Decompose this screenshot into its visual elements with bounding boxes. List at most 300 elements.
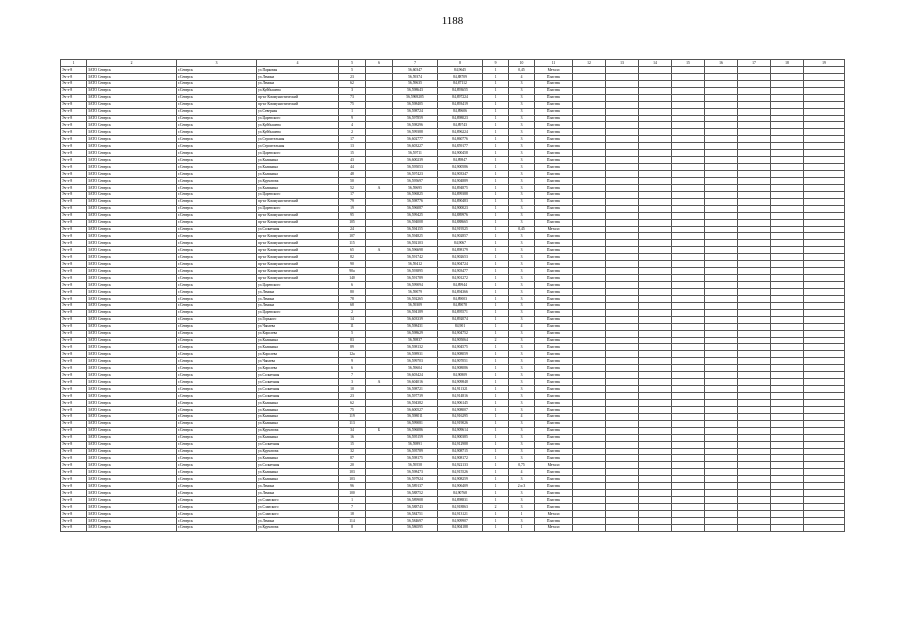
table-cell: 3 [509,157,535,164]
table-cell [738,150,771,157]
table-cell [672,288,705,295]
table-cell [639,295,672,302]
table-cell [738,351,771,358]
table-cell: ул.Северная [257,108,339,115]
table-cell [573,323,606,330]
table-cell: г.Северск [177,517,257,524]
table-cell: г.Северск [177,483,257,490]
table-cell [672,157,705,164]
table-cell: Эч-э-8 [61,469,87,476]
table-cell [366,288,393,295]
table-cell: 3 [509,261,535,268]
table-cell [573,66,606,73]
table-cell [606,302,639,309]
table-cell: г.Северск [177,288,257,295]
table-cell: г.Северск [177,406,257,413]
table-cell: 56,595789 [393,448,438,455]
table-cell: Металл [535,524,573,531]
table-cell [606,247,639,254]
table-cell: Эч-э-8 [61,268,87,275]
table-cell: 3 [509,101,535,108]
table-cell [639,351,672,358]
table-cell [738,476,771,483]
table-cell [738,240,771,247]
table-cell: ЗАТО Северск [87,212,177,219]
table-cell [771,101,804,108]
table-cell: г.Северск [177,330,257,337]
table-cell: 84,904889 [438,177,483,184]
table-row [61,80,845,87]
table-cell: ул.Калинина [257,434,339,441]
table-cell [705,94,738,101]
table-row [61,517,845,524]
table-row [61,101,845,108]
table-cell [366,517,393,524]
table-cell [639,212,672,219]
table-cell [672,233,705,240]
table-cell: Эч-э-8 [61,358,87,365]
table-cell: ул.Калинина [257,476,339,483]
table-row [61,219,845,226]
table-cell [705,198,738,205]
table-cell: ул.Ленина [257,302,339,309]
table-cell: Эч-э-8 [61,441,87,448]
table-cell [606,268,639,275]
table-cell [804,420,845,427]
table-cell: г.Северск [177,129,257,136]
table-cell [672,399,705,406]
table-cell: Эч-э-8 [61,66,87,73]
table-cell: Эч-э-8 [61,101,87,108]
table-cell: Эч-э-8 [61,393,87,400]
table-cell [738,337,771,344]
table-cell [738,483,771,490]
table-cell [672,282,705,289]
table-cell: 3 [509,268,535,275]
table-cell [705,73,738,80]
table-cell [771,275,804,282]
table-cell [366,406,393,413]
table-cell [804,247,845,254]
table-cell: 84,896224 [438,129,483,136]
table-cell: Пластик [535,413,573,420]
table-cell [705,240,738,247]
table-cell [573,122,606,129]
table-cell: Пластик [535,483,573,490]
table-cell: ул.Чапаева [257,358,339,365]
table-cell [705,337,738,344]
table-cell [672,497,705,504]
table-cell [573,171,606,178]
column-number: 7 [393,60,438,67]
table-cell [366,476,393,483]
table-cell [639,358,672,365]
table-cell [738,198,771,205]
table-cell: Эч-э-8 [61,212,87,219]
table-cell [672,108,705,115]
table-cell [606,254,639,261]
table-cell [366,337,393,344]
table-cell [573,393,606,400]
table-cell: Эч-э-8 [61,288,87,295]
column-number: 18 [771,60,804,67]
table-cell [573,184,606,191]
table-cell: 56,59079 [393,288,438,295]
table-cell [606,143,639,150]
table-cell [705,184,738,191]
table-cell: ул.Калинина [257,164,339,171]
table-cell: Пластик [535,372,573,379]
table-cell: 7 [339,504,366,511]
table-cell [366,87,393,94]
table-cell [804,177,845,184]
table-cell [738,233,771,240]
table-cell [738,510,771,517]
table-cell [804,66,845,73]
table-cell: 56,603227 [393,143,438,150]
table-cell: Пластик [535,157,573,164]
table-cell: 1 [483,73,509,80]
table-cell: Пластик [535,504,573,511]
table-cell: Пластик [535,295,573,302]
table-cell: ЗАТО Северск [87,497,177,504]
table-cell [771,191,804,198]
table-cell [639,337,672,344]
table-cell: 1 [483,295,509,302]
table-cell: Эч-э-8 [61,226,87,233]
table-cell: г.Северск [177,427,257,434]
table-cell: 79 [339,198,366,205]
table-cell [705,219,738,226]
table-cell [606,191,639,198]
table-cell: Пластик [535,469,573,476]
table-cell: Пластик [535,344,573,351]
table-cell [573,469,606,476]
table-cell [366,240,393,247]
table-cell: 84,922133 [438,462,483,469]
table-cell [804,191,845,198]
table-cell [804,490,845,497]
table-cell: 56,604016 [393,379,438,386]
table-cell: 56,586595 [393,524,438,531]
table-cell [771,462,804,469]
table-cell [804,108,845,115]
table-cell [606,344,639,351]
table-cell [573,157,606,164]
table-cell: 1 [483,413,509,420]
table-cell [366,212,393,219]
table-cell: Пластик [535,455,573,462]
table-cell [804,379,845,386]
table-cell [738,358,771,365]
table-cell: 84,904752 [438,330,483,337]
table-cell [672,143,705,150]
table-cell [366,108,393,115]
table-row [61,261,845,268]
table-cell: 119 [339,413,366,420]
table-cell: 1 [483,136,509,143]
table-row [61,184,845,191]
table-cell [366,177,393,184]
table-cell: 107 [339,233,366,240]
table-cell: 4 [509,469,535,476]
table-cell: Пластик [535,379,573,386]
table-cell [606,122,639,129]
table-cell: 5 [339,66,366,73]
table-cell: 84,89003 [438,295,483,302]
table-cell [738,330,771,337]
table-row [61,448,845,455]
table-cell: 4 [339,122,366,129]
table-cell: 84,90809 [438,372,483,379]
table-cell: 3 [509,309,535,316]
table-cell: 1 [483,177,509,184]
table-cell: 52 [339,184,366,191]
table-cell: 15 [339,150,366,157]
table-cell [606,288,639,295]
table-cell [804,295,845,302]
table-cell: 3 [509,94,535,101]
table-cell: 89 [339,344,366,351]
table-row [61,524,845,531]
table-cell: ЗАТО Северск [87,517,177,524]
table-cell [738,129,771,136]
table-cell: Эч-э-8 [61,420,87,427]
table-cell [705,517,738,524]
table-cell: пр-кт Коммунистический [257,240,339,247]
table-cell: 3 [509,517,535,524]
table-cell: 23 [339,73,366,80]
table-cell [573,240,606,247]
table-cell: ул.Царевского [257,205,339,212]
table-cell: 1 [483,288,509,295]
table-cell: 84,898023 [438,115,483,122]
table-cell: 84,89847 [438,157,483,164]
table-cell [672,413,705,420]
column-number: 6 [366,60,393,67]
table-cell: Эч-э-8 [61,240,87,247]
table-cell: 56,598724 [393,108,438,115]
table-cell [573,441,606,448]
table-cell: ЗАТО Северск [87,66,177,73]
table-cell [705,205,738,212]
table-cell: ул.Ленина [257,483,339,490]
table-cell: г.Северск [177,504,257,511]
table-cell: 1 [483,399,509,406]
table-cell [738,393,771,400]
table-row [61,344,845,351]
table-cell: ул.Ленина [257,295,339,302]
table-cell: 4 [509,323,535,330]
table-cell: 1 [483,143,509,150]
table-cell [366,191,393,198]
table-cell: Пластик [535,164,573,171]
table-cell: 1 [483,66,509,73]
table-cell: Пластик [535,399,573,406]
table-cell [771,150,804,157]
table-cell [705,115,738,122]
table-cell [639,261,672,268]
table-cell [804,517,845,524]
table-cell [639,184,672,191]
table-row [61,462,845,469]
table-row [61,330,845,337]
table-cell: Эч-э-8 [61,406,87,413]
table-cell [606,399,639,406]
table-cell: 1 [483,316,509,323]
table-cell: 56,589908 [393,497,438,504]
table-cell: ЗАТО Северск [87,399,177,406]
table-cell [705,108,738,115]
table-cell [573,330,606,337]
table-cell [606,337,639,344]
table-cell: ЗАТО Северск [87,302,177,309]
table-row [61,413,845,420]
table-cell: ЗАТО Северск [87,247,177,254]
table-cell: ул.Калинина [257,157,339,164]
table-cell [804,358,845,365]
table-cell [639,101,672,108]
table-cell [573,434,606,441]
table-cell: 48 [339,171,366,178]
table-cell: ЗАТО Северск [87,101,177,108]
table-cell: г.Северск [177,420,257,427]
table-cell: ул.Ленина [257,517,339,524]
table-cell: 84,903347 [438,171,483,178]
table-cell: г.Северск [177,254,257,261]
table-cell: 84,860776 [438,136,483,143]
table-cell: 56,59695 [393,184,438,191]
table-cell: Пластик [535,198,573,205]
table-cell: 19 [339,205,366,212]
table-cell: Пластик [535,212,573,219]
table-cell: 1 [483,226,509,233]
table-cell: 3 [509,136,535,143]
table-cell: 56,597423 [393,171,438,178]
table-cell [366,441,393,448]
table-cell [639,66,672,73]
table-cell: г.Северск [177,316,257,323]
table-cell: ул.Царевского [257,150,339,157]
table-cell: 56,5969205 [393,94,438,101]
table-cell [639,462,672,469]
table-cell [672,393,705,400]
table-cell: 3 [509,365,535,372]
table-cell: 84,897224 [438,94,483,101]
table-cell [639,302,672,309]
table-cell: 56,598132 [393,344,438,351]
table-cell [366,469,393,476]
table-cell [705,191,738,198]
table-cell [804,510,845,517]
table-cell: Металл [535,226,573,233]
table-cell: 1 [483,198,509,205]
table-cell: 3 [509,240,535,247]
table-row [61,136,845,143]
table-cell [639,73,672,80]
table-cell [804,171,845,178]
table-cell [804,330,845,337]
table-cell [672,358,705,365]
table-cell [366,261,393,268]
table-cell [639,330,672,337]
table-cell: Пластик [535,386,573,393]
table-cell [639,490,672,497]
table-row [61,302,845,309]
table-cell [705,136,738,143]
table-cell: 56,591742 [393,254,438,261]
table-cell [366,171,393,178]
table-cell: 1 [483,344,509,351]
table-cell: ул.Строительная [257,136,339,143]
table-cell [639,254,672,261]
table-cell: 3 [509,233,535,240]
table-cell [639,198,672,205]
table-cell: Пластик [535,288,573,295]
table-cell: ЗАТО Северск [87,115,177,122]
table-cell: 56,596698 [393,247,438,254]
table-cell [366,510,393,517]
table-cell [639,282,672,289]
table-cell [639,441,672,448]
table-cell: 1 [483,129,509,136]
table-cell [573,212,606,219]
table-cell [738,524,771,531]
table-cell: ЗАТО Северск [87,254,177,261]
table-cell [606,115,639,122]
table-cell [606,358,639,365]
table-row [61,309,845,316]
table-cell: Пластик [535,302,573,309]
table-cell: г.Северск [177,476,257,483]
table-cell [606,448,639,455]
table-row [61,73,845,80]
table-cell: 84,915526 [438,469,483,476]
table-cell: 78 [339,295,366,302]
table-cell [738,462,771,469]
table-cell [672,517,705,524]
table-cell: 56,59412 [393,261,438,268]
table-cell: г.Северск [177,143,257,150]
table-cell [573,101,606,108]
table-cell: ЗАТО Северск [87,309,177,316]
table-cell [705,122,738,129]
table-cell [738,157,771,164]
table-cell [366,393,393,400]
table-cell: 1 [483,164,509,171]
table-cell [705,288,738,295]
table-cell: 73 [339,94,366,101]
table-cell [804,157,845,164]
table-cell [771,455,804,462]
table-cell: 2 [483,504,509,511]
table-cell: ЗАТО Северск [87,483,177,490]
table-cell [639,476,672,483]
table-cell [771,136,804,143]
table-cell: Эч-э-8 [61,171,87,178]
table-cell: ул.Калинина [257,344,339,351]
table-cell: г.Северск [177,87,257,94]
table-cell: 65 [339,247,366,254]
table-cell: ЗАТО Северск [87,316,177,323]
table-cell [639,406,672,413]
table-cell [804,469,845,476]
table-cell: г.Северск [177,80,257,87]
table-cell [639,379,672,386]
table-cell [672,462,705,469]
table-cell: Эч-э-8 [61,282,87,289]
table-cell: Пластик [535,476,573,483]
